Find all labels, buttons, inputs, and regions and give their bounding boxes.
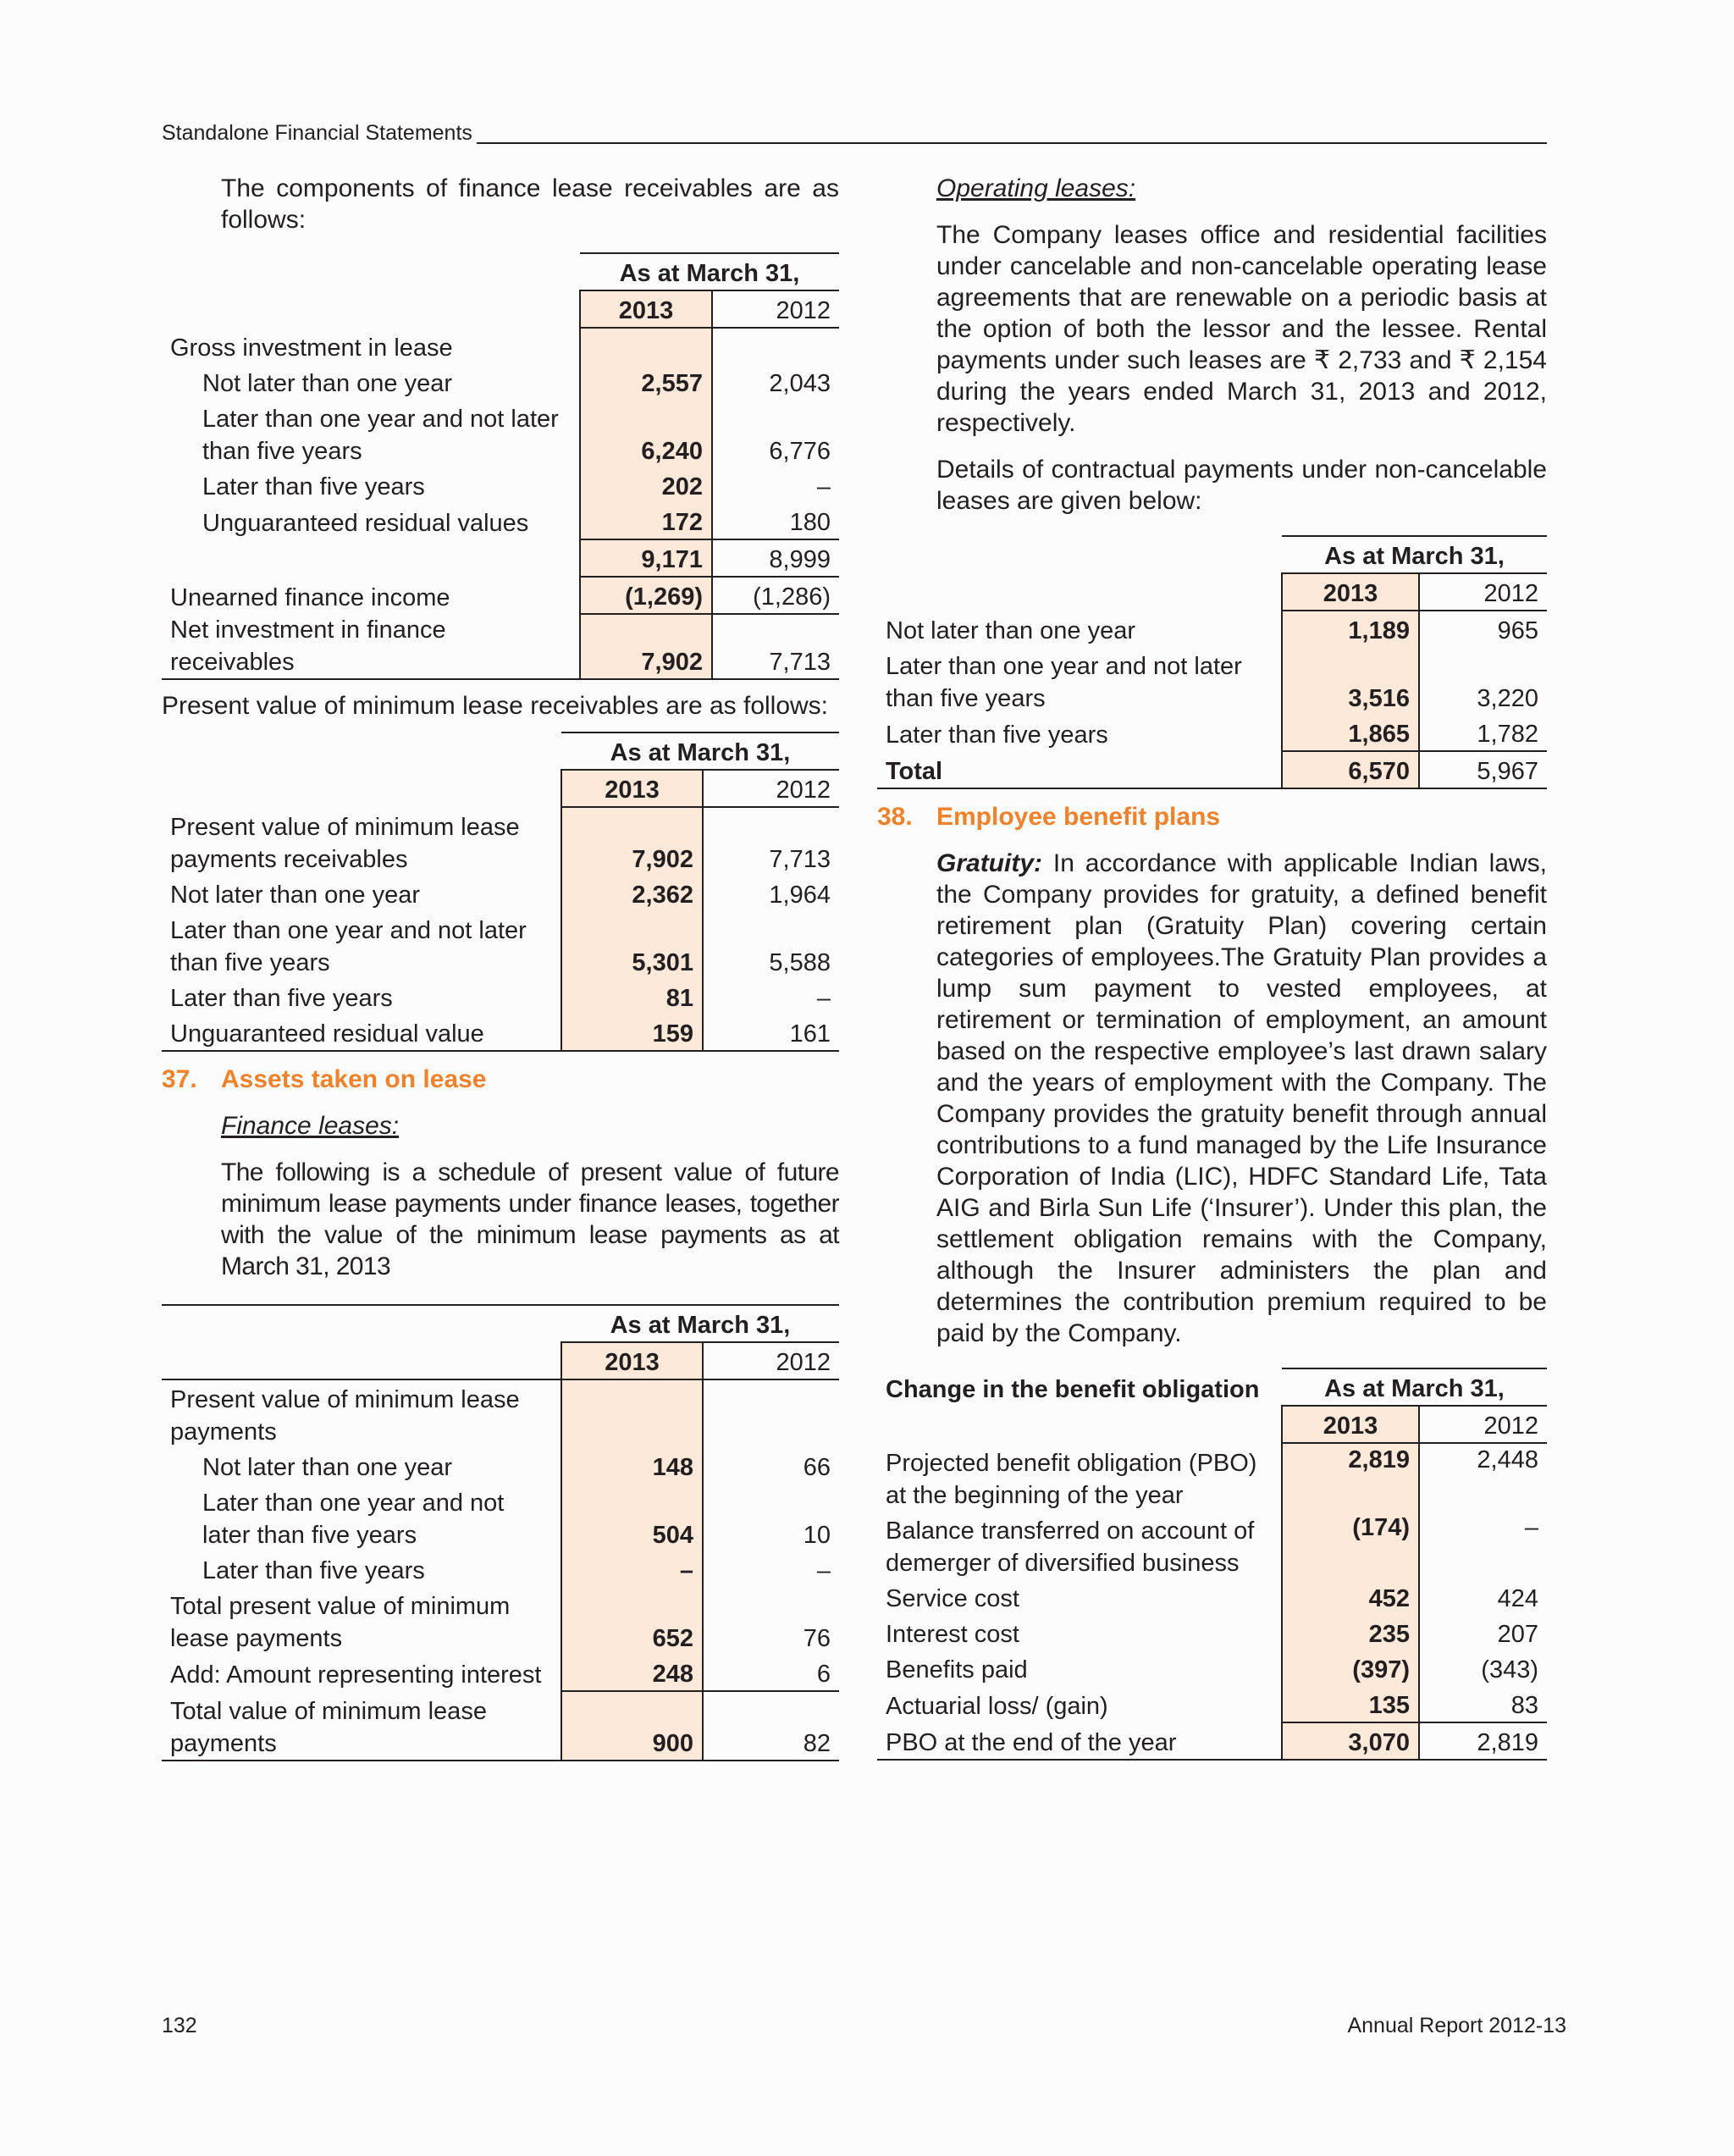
table-row: Later than one year and not later than five years 504 10	[162, 1484, 839, 1551]
table5-year-2013: 2013	[1282, 1406, 1419, 1443]
table-row: Unearned finance income (1,269) (1,286)	[162, 577, 839, 614]
table-row: Present value of minimum lease payments	[162, 1379, 839, 1448]
table5-end-row: PBO at the end of the year 3,070 2,819	[877, 1722, 1547, 1760]
section-38-number: 38.	[877, 803, 913, 831]
table2-year-2013: 2013	[561, 770, 703, 807]
table-row: Add: Amount representing interest 248 6	[162, 1655, 839, 1691]
operating-leases-subhead: Operating leases:	[936, 174, 1136, 202]
table-row: Projected benefit obligation (PBO) at the beginning of the year 2,819 2,448	[877, 1443, 1547, 1512]
page-header-title: Standalone Financial Statements	[162, 121, 472, 145]
table-row: Later than five years 202 –	[162, 467, 839, 503]
table1-heading: As at March 31,	[580, 253, 839, 290]
pv-min-lease-text: Present value of minimum lease receivables are as follows:	[162, 692, 829, 720]
table1-year-2013: 2013	[580, 290, 712, 328]
table-row: Later than five years – –	[162, 1551, 839, 1587]
table-row: Balance transferred on account of demerger of diversified business (174) –	[877, 1512, 1547, 1579]
section-37-title: Assets taken on lease	[221, 1065, 487, 1093]
gratuity-text: In accordance with applicable Indian laws, the Company provides for gratuity, a defined benefit retirement plan (Gratuity Plan) covering certain categories of employees.The Gratuity Plan provides a lump sum payment to vested employees, at retirement or termination of employment, an amount based on the respective employee’s last drawn salary and the years of employment with the Company. The Company provides the gratuity benefit through annual contributions to a fund managed by the Life Insurance Corporation of India (LIC), HDFC Standard Life, Tata AIG and Birla Sun Life (‘Insurer’). Under this plan, the settlement obligation remains with the Company, although the Insurer administers the plan and determines the contribution premium required to be paid by the Company.	[936, 849, 1547, 1347]
table1-subtotal-row: 9,171 8,999	[162, 539, 839, 577]
table-row: Service cost 452 424	[877, 1579, 1547, 1615]
table4-year-2012: 2012	[1419, 573, 1547, 611]
finance-lease-payments-table	[162, 1304, 839, 1761]
table3-total-row: Total value of minimum lease payments 900 82	[162, 1691, 839, 1761]
left-column	[162, 173, 839, 1761]
table-row: Later than one year and not later than five years 6,240 6,776	[162, 400, 839, 467]
table-row: Total present value of minimum lease payments 652 76	[162, 1587, 839, 1655]
pv-min-lease-table	[162, 732, 839, 1052]
table-row: Unguaranteed residual value 159 161	[162, 1014, 839, 1051]
operating-lease-payments-table	[877, 535, 1547, 789]
table5-title: Change in the benefit obligation	[886, 1376, 1260, 1403]
table4-total-row: Total 6,570 5,967	[877, 751, 1547, 788]
gratuity-paragraph	[877, 848, 1547, 1349]
table-row: Present value of minimum lease payments receivables 7,902 7,713	[162, 807, 839, 876]
table5-heading: As at March 31,	[1282, 1368, 1547, 1406]
table3-year-2013: 2013	[561, 1342, 703, 1379]
operating-leases-text: The Company leases office and residential facilities under cancelable and non-cancelable operating lease agreements that are renewable on a periodic basis at the option of both the lessor and the lessee. Rental payments under such leases are ₹ 2,733 and ₹ 2,154 during the years ended March 31, 2013 and 2012, respectively.	[936, 221, 1547, 437]
table1-year-2012: 2012	[712, 290, 839, 328]
header-rule	[477, 142, 1547, 144]
finance-leases-subhead: Finance leases:	[221, 1112, 400, 1140]
table1-section-label: Gross investment in lease	[170, 334, 453, 362]
benefit-obligation-table	[877, 1368, 1547, 1761]
finance-leases-text: The following is a schedule of present value of future minimum lease payments under finance leases, together with the value of the minimum lease payments as at March 31, 2013	[221, 1158, 839, 1280]
table4-heading: As at March 31,	[1282, 536, 1547, 573]
section-37-number: 37.	[162, 1065, 197, 1093]
table-row: Not later than one year 2,557 2,043	[162, 364, 839, 400]
table-row: Actuarial loss/ (gain) 135 83	[877, 1686, 1547, 1722]
table5-year-2012: 2012	[1419, 1406, 1547, 1443]
right-column	[877, 173, 1547, 1761]
table-row: Later than one year and not later than five years 3,516 3,220	[877, 647, 1547, 715]
table-row: Later than one year and not later than five years 5,301 5,588	[162, 911, 839, 979]
table-row: Unguaranteed residual values 172 180	[162, 503, 839, 539]
table3-heading: As at March 31,	[561, 1305, 839, 1342]
table1-net-row: Net investment in finance receivables 7,902 7,713	[162, 614, 839, 679]
section-38-heading	[877, 801, 1547, 832]
footer-report-title: Annual Report 2012-13	[1347, 2014, 1566, 2037]
table3-year-2012: 2012	[703, 1342, 839, 1379]
table-row: Not later than one year 2,362 1,964	[162, 876, 839, 911]
table-row: Interest cost 235 207	[877, 1615, 1547, 1650]
gratuity-label: Gratuity:	[936, 849, 1043, 877]
page-number: 132	[162, 2014, 197, 2037]
table-row: Not later than one year 1,189 965	[877, 611, 1547, 647]
section-37-heading	[162, 1064, 839, 1095]
section-38-title: Employee benefit plans	[936, 803, 1221, 831]
table-row: Later than five years 1,865 1,782	[877, 715, 1547, 751]
table-row: Later than five years 81 –	[162, 979, 839, 1014]
table-row: Benefits paid (397) (343)	[877, 1650, 1547, 1686]
table-row: Not later than one year 148 66	[162, 1448, 839, 1484]
table2-heading: As at March 31,	[561, 732, 839, 770]
finance-lease-receivables-table	[162, 252, 839, 680]
table4-year-2013: 2013	[1282, 573, 1419, 611]
table2-year-2012: 2012	[703, 770, 839, 807]
non-cancelable-details-text: Details of contractual payments under non-cancelable leases are given below:	[936, 456, 1547, 515]
finance-lease-intro: The components of finance lease receivables are as follows:	[221, 174, 839, 234]
